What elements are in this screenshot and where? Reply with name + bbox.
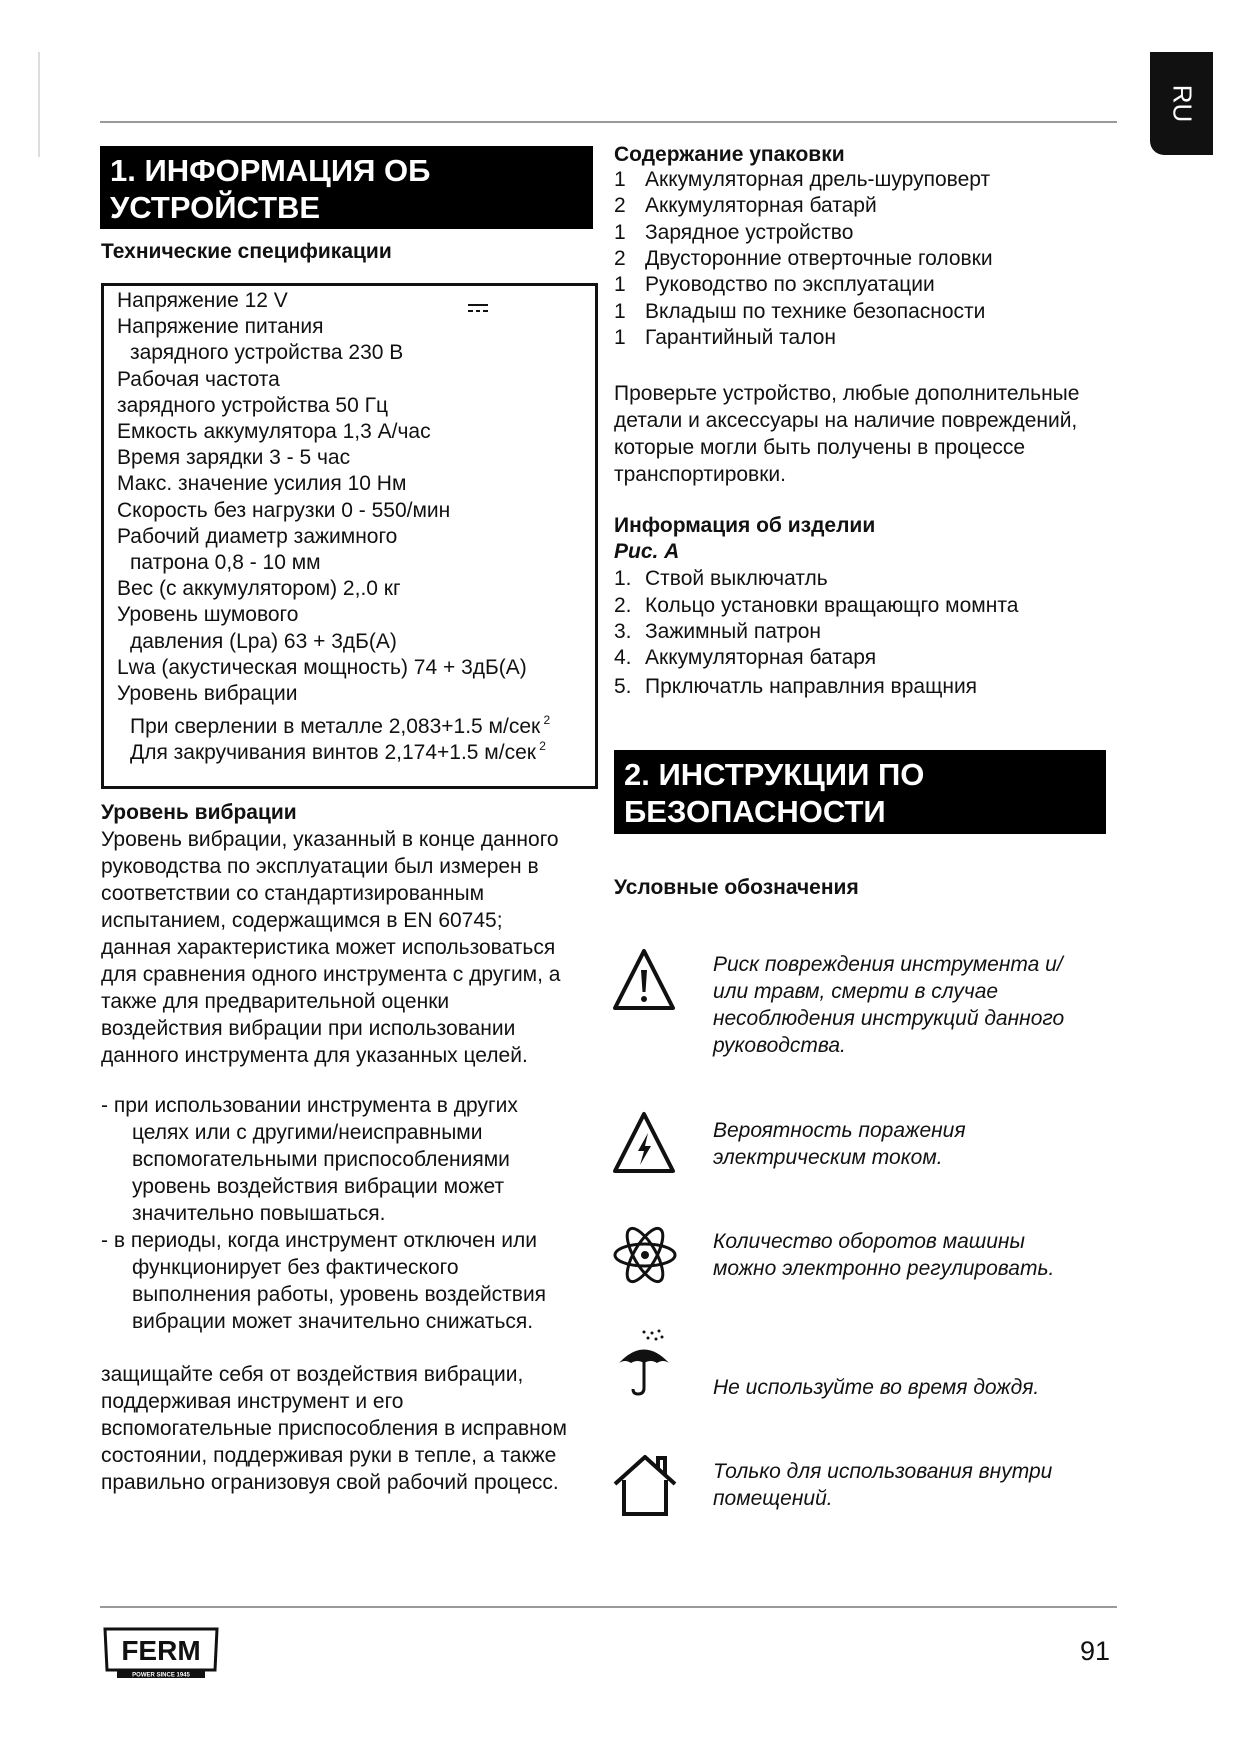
product-part-item [614, 674, 977, 700]
text-line: транспортировки. [614, 463, 786, 486]
package-item [614, 246, 993, 272]
package-item-text: Вкладыш по технике безопасности [645, 299, 986, 323]
package-item [614, 325, 836, 351]
section2-header [614, 750, 1106, 834]
text-line: воздействия вибрации при использовании [101, 1017, 516, 1040]
umbrella-rain-icon [614, 1328, 674, 1398]
symbol-text-line: Вероятность поражения [713, 1119, 966, 1142]
package-item-text: Двусторонние отверточные головки [645, 246, 993, 270]
package-item-text: Гарантийный талон [645, 325, 836, 349]
text-line: защищайте себя от воздействия вибрации, [101, 1363, 524, 1386]
spec-line: Рабочий диаметр зажимного [117, 524, 398, 548]
text-line: соответствии со стандартизированным [101, 882, 485, 905]
text-line: выполнения работы, уровень воздействия [132, 1283, 547, 1306]
package-item-text: Зарядное устройство [645, 220, 854, 244]
text-line: вспомогательными приспособлениями [132, 1148, 510, 1171]
spec-line: Напряжение 12 V [117, 289, 288, 312]
product-part-text: Прключатль направлния вращния [645, 675, 978, 698]
text-line: испытанием, содержащимся в EN 60745; [101, 909, 503, 932]
text-line: целях или с другими/неисправными [132, 1121, 483, 1144]
spec-line: давления (Lpa) 63 + 3дБ(А) [130, 629, 397, 653]
product-part-item [614, 593, 1018, 619]
spec-line: При сверлении в металле 2,083+1.5 м/сек $^2$ [130, 713, 551, 739]
symbol-text-rain [713, 1374, 1039, 1401]
product-part-text: Зажимный патрон [645, 620, 821, 643]
product-part-item [614, 645, 876, 671]
package-item-qty: 2 [614, 246, 626, 270]
section1-title-line2: УСТРОЙСТВЕ [110, 190, 321, 225]
product-part-number: 4. [614, 646, 632, 669]
symbol-text-line: руководства. [713, 1034, 846, 1057]
spec-line: Уровень шумового [117, 603, 299, 627]
vibration-bullet-2 [101, 1227, 546, 1335]
product-part-number: 2. [614, 594, 632, 617]
spec-line: Скорость без нагрузки 0 - 550/мин [117, 498, 451, 522]
spec-line: Для закручивания винтов 2,174+1.5 м/сек $^2$ [130, 739, 546, 765]
atom-speed-icon [612, 1222, 678, 1288]
symbol-text-speed [713, 1228, 1054, 1282]
spec-line: Время зарядки 3 - 5 час [117, 446, 351, 470]
text-line: данного инструмента для указанных целей. [101, 1044, 528, 1067]
page-number: 91 [1080, 1636, 1111, 1666]
electric-shock-icon [612, 1111, 676, 1175]
section1-title-line1: 1. ИНФОРМАЦИЯ ОБ [110, 153, 431, 188]
product-part-number: 5. [614, 675, 632, 698]
symbol-text-line: можно электронно регулировать. [713, 1257, 1055, 1280]
superscript: 2 [535, 739, 546, 754]
symbol-text-electric [713, 1117, 966, 1171]
package-item-qty: 1 [614, 299, 626, 323]
package-item [614, 220, 853, 246]
text-line: функционирует без фактического [132, 1256, 459, 1279]
text-line: вибрации может значительно снижаться. [132, 1310, 534, 1333]
text-line: Уровень вибрации, указанный в конце данного [101, 828, 559, 851]
text-line: вспомогательные приспособления в исправном [101, 1417, 567, 1440]
svg-text:POWER SINCE 1945: POWER SINCE 1945 [132, 1672, 190, 1678]
package-item [614, 299, 985, 325]
package-heading: Содержание упаковки [614, 143, 845, 166]
text-line: - при использовании инструмента в других [101, 1094, 518, 1117]
ferm-logo [101, 1626, 221, 1678]
product-part-text: Ствой выключатль [645, 567, 828, 590]
symbol-text-indoor [713, 1458, 1052, 1512]
package-item-qty: 1 [614, 220, 626, 244]
text-line: руководства по эксплуатации был измерен в [101, 855, 539, 878]
symbols-heading: Условные обозначения [614, 876, 859, 899]
protect-paragraph [101, 1361, 567, 1496]
spec-line: Уровень вибрации [117, 682, 298, 705]
text-line: также для предварительной оценки [101, 990, 450, 1013]
svg-text:FERM: FERM [121, 1635, 201, 1666]
package-item [614, 272, 935, 298]
symbol-text-warning [713, 951, 1064, 1059]
text-line: значительно повышаться. [132, 1202, 386, 1225]
product-info-heading: Информация об изделии [614, 514, 876, 537]
text-line: поддерживая инструмент и его [101, 1390, 404, 1413]
package-item-text: Аккумуляторная дрель-шуруповерт [645, 168, 991, 191]
warning-triangle-icon [612, 948, 676, 1012]
footer-rule [100, 1606, 1117, 1608]
text-line: для сравнения одного инструмента с другим, а [101, 963, 561, 986]
product-part-item [614, 566, 828, 592]
package-item-qty: 1 [614, 273, 626, 297]
product-part-number: 1. [614, 567, 632, 590]
spec-line: Емкость аккумулятора 1,3 А/час [117, 420, 431, 443]
header-rule [100, 121, 1117, 123]
package-item [614, 193, 877, 219]
product-part-text: Аккумуляторная батаря [645, 646, 877, 669]
symbol-text-line: помещений. [713, 1487, 833, 1510]
text-line: детали и аксессуары на наличие повреждений, [614, 409, 1078, 432]
spec-line: Макс. значение усилия 10 Нм [117, 472, 407, 496]
product-part-text: Кольцо установки вращающго момнта [645, 594, 1019, 617]
text-line: правильно огранизовуя свой рабочий процесс. [101, 1471, 559, 1494]
spec-line: Lwa (акустическая мощность) 74 + 3дБ(А) [117, 655, 527, 679]
package-item-qty: 2 [614, 194, 626, 218]
text-line: которые могли быть получены в процессе [614, 436, 1025, 459]
figure-caption: Рис. А [614, 540, 680, 563]
text-line: - в периоды, когда инструмент отключен или [101, 1229, 537, 1252]
vibration-heading: Уровень вибрации [101, 801, 297, 824]
symbol-text-line: Не используйте во время дождя. [713, 1376, 1040, 1399]
check-paragraph [614, 380, 1079, 488]
spec-line: зарядного устройства 230 В [130, 341, 404, 365]
specs-heading: Технические спецификации [101, 240, 392, 263]
package-item-qty: 1 [614, 325, 626, 349]
package-item-text: Руководство по эксплуатации [645, 273, 935, 297]
spec-line: Напряжение питания [117, 315, 324, 339]
text-line: состоянии, поддерживая руки в тепле, а также [101, 1444, 557, 1467]
spec-line: зарядного устройства 50 Гц [117, 393, 388, 417]
product-part-number: 3. [614, 620, 632, 643]
section2-title-line2: БЕЗОПАСНОСТИ [624, 794, 886, 829]
symbol-text-line: Риск повреждения инструмента и/ [713, 953, 1063, 976]
section1-header [100, 146, 593, 229]
symbol-text-line: или травм, смерти в случае [713, 980, 999, 1003]
symbol-text-line: электрическим током. [713, 1146, 943, 1169]
spec-line: Рабочая частота [117, 367, 280, 391]
page-edge-line [38, 52, 40, 157]
section2-title-line1: 2. ИНСТРУКЦИИ ПО [624, 757, 925, 792]
superscript: 2 [540, 713, 551, 728]
language-tab-label: RU [1167, 84, 1197, 123]
vibration-bullet-1 [101, 1092, 518, 1227]
product-part-item [614, 619, 821, 645]
spec-line: патрона 0,8 - 10 мм [130, 551, 321, 574]
text-line: данная характеристика может использоваться [101, 936, 556, 959]
text-line: уровень воздействия вибрации может [132, 1175, 505, 1198]
symbol-text-line: Только для использования внутри [713, 1460, 1053, 1483]
house-indoor-icon [612, 1452, 678, 1518]
package-item-qty: 1 [614, 168, 626, 191]
dc-current-icon [468, 303, 488, 313]
package-item-text: Аккумуляторная батарй [645, 194, 877, 218]
symbol-text-line: несоблюдения инструкций данного [713, 1007, 1065, 1030]
symbol-text-line: Количество оборотов машины [713, 1230, 1025, 1253]
language-tab [1150, 52, 1213, 155]
spec-line: Вес (с аккумулятором) 2,.0 кг [117, 577, 401, 601]
text-line: Проверьте устройство, любые дополнительные [614, 382, 1080, 405]
package-item [614, 167, 990, 193]
vibration-paragraph [101, 826, 560, 1069]
